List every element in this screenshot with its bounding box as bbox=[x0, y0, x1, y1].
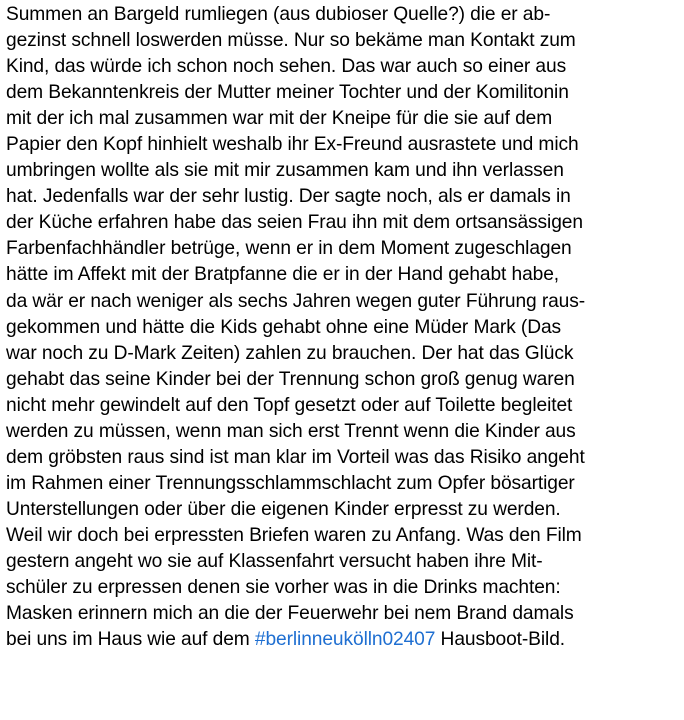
text-line-17: werden zu müssen, wenn man sich erst Trennt wenn die Kinder aus bbox=[6, 420, 576, 442]
text-line-8: hat. Jedenfalls war der sehr lustig. Der sagte noch, als er damals in bbox=[6, 186, 571, 208]
text-line-10: Farbenfachhändler betrüge, wenn er in dem Moment zugeschlagen bbox=[6, 238, 572, 260]
text-line-1: Summen an Bargeld rumliegen (aus dubioser Quelle?) die er ab- bbox=[6, 4, 551, 25]
text-line-6: Papier den Kopf hinhielt weshalb ihr Ex-Freund ausrastete und mich bbox=[6, 134, 579, 156]
text-line-14: war noch zu D-Mark Zeiten) zahlen zu brauchen. Der hat das Glück bbox=[6, 342, 574, 364]
last-line-text-before: bei uns im Haus wie auf dem bbox=[6, 629, 255, 651]
text-line-23: schüler zu erpressen denen sie vorher was in die Drinks machten: bbox=[6, 577, 561, 599]
body-text bbox=[6, 2, 682, 653]
text-line-3: Kind, das würde ich schon noch sehen. Das war auch so einer aus bbox=[6, 56, 567, 78]
text-line-4: dem Bekanntenkreis der Mutter meiner Tochter und der Komilitonin bbox=[6, 82, 569, 104]
text-line-15: gehabt das seine Kinder bei der Trennung schon groß genug waren bbox=[6, 368, 575, 390]
hashtag-link[interactable]: #berlinneukölln02407 bbox=[254, 629, 436, 651]
text-line-24: Masken erinnern mich an die der Feuerwehr bei nem Brand damals bbox=[6, 603, 574, 625]
text-line-7: umbringen wollte als sie mit mir zusammen kam und ihn verlassen bbox=[6, 160, 564, 182]
text-line-9: der Küche erfahren habe das seien Frau ihn mit dem ortsansässigen bbox=[6, 212, 583, 234]
text-line-18: dem gröbsten raus sind ist man klar im Vorteil was das Risiko angeht bbox=[6, 446, 585, 468]
last-line-text-after: Hausboot-Bild. bbox=[435, 629, 566, 651]
text-line-20: Unterstellungen oder über die eigenen Kinder erpresst zu werden. bbox=[6, 498, 561, 520]
text-line-19: im Rahmen einer Trennungsschlammschlacht zum Opfer bösartiger bbox=[6, 472, 575, 494]
text-line-16: nicht mehr gewindelt auf den Topf gesetzt oder auf Toilette begleitet bbox=[6, 394, 573, 416]
text-line-12: da wär er nach weniger als sechs Jahren wegen guter Führung raus- bbox=[6, 290, 586, 312]
text-line-2: gezinst schnell loswerden müsse. Nur so bekäme man Kontakt zum bbox=[6, 30, 576, 52]
text-line-5: mit der ich mal zusammen war mit der Kneipe für die sie auf dem bbox=[6, 108, 553, 130]
text-line-21: Weil wir doch bei erpressten Briefen waren zu Anfang. Was den Film bbox=[6, 524, 582, 546]
text-line-22: gestern angeht wo sie auf Klassenfahrt versucht haben ihre Mit- bbox=[6, 550, 543, 572]
text-line-11: hätte im Affekt mit der Bratpfanne die er in der Hand gehabt habe, bbox=[6, 264, 560, 286]
text-line-13: gekommen und hätte die Kids gehabt ohne eine Müder Mark (Das bbox=[6, 316, 562, 338]
text-line-25 bbox=[6, 627, 682, 653]
